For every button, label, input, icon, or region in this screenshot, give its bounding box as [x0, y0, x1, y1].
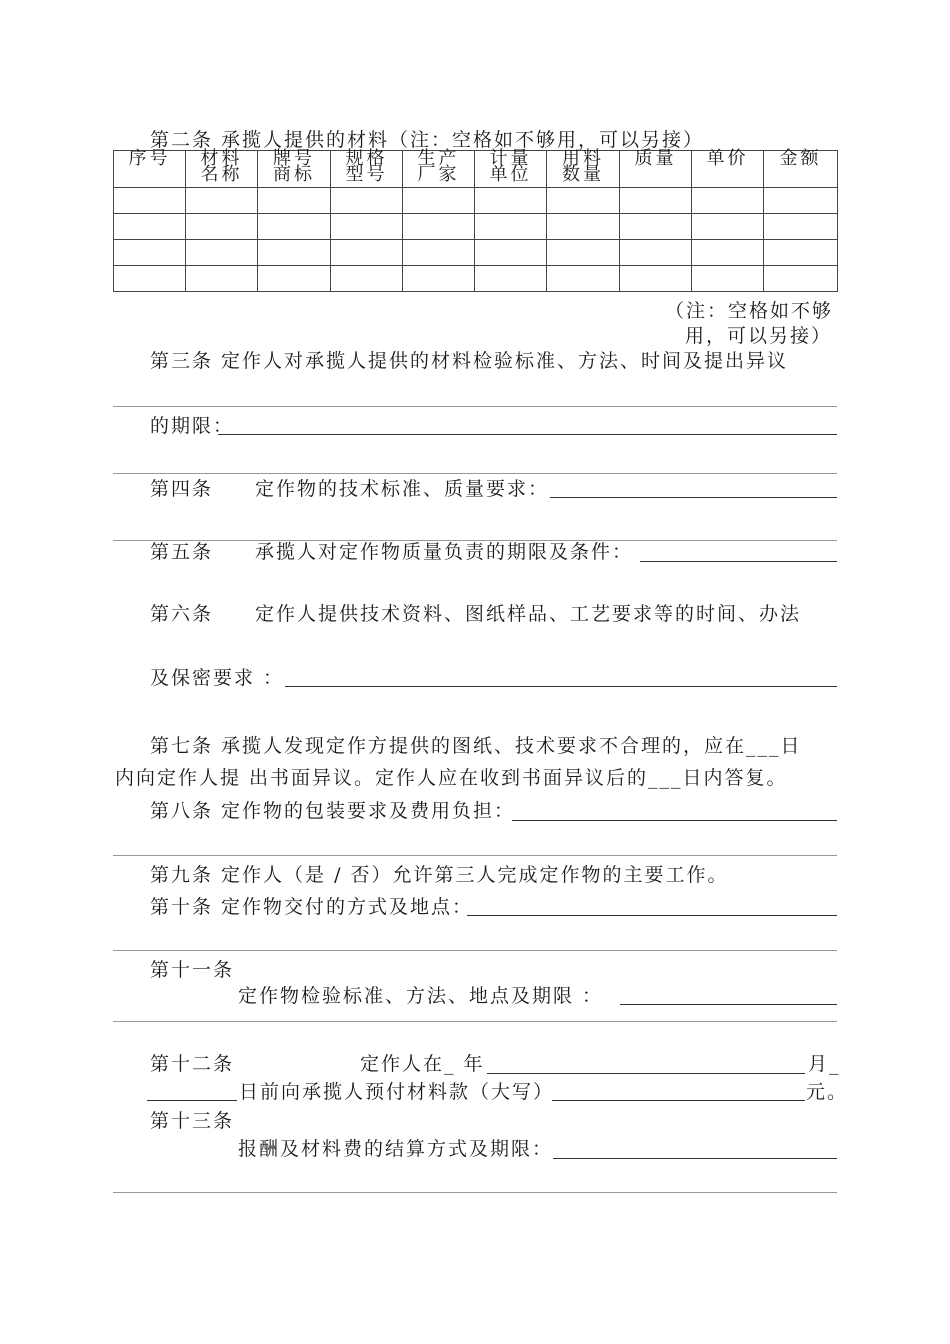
divider-line [113, 855, 837, 856]
article-5-text: 承揽人对定作物质量负责的期限及条件： [255, 541, 634, 563]
table-cell[interactable] [403, 214, 475, 240]
table-cell[interactable] [403, 240, 475, 266]
table-cell[interactable] [764, 240, 838, 266]
table-cell[interactable] [258, 214, 331, 240]
table-cell[interactable] [114, 266, 186, 292]
table-cell[interactable] [764, 188, 838, 214]
article-10-fill-line[interactable] [467, 915, 837, 916]
table-cell[interactable] [114, 188, 186, 214]
article-12-part-3: 日前向承揽人预付材料款（大写） [239, 1081, 555, 1103]
table-cell[interactable] [475, 240, 547, 266]
table-cell[interactable] [620, 188, 692, 214]
article-12-part-1: 定作人在_ 年 [360, 1053, 485, 1075]
table-cell[interactable] [186, 188, 258, 214]
table-row [114, 266, 838, 292]
article-3-line-2: 的期限： [150, 415, 235, 437]
table-cell[interactable] [186, 240, 258, 266]
table-cell[interactable] [475, 188, 547, 214]
table-cell[interactable] [620, 240, 692, 266]
table-cell[interactable] [331, 214, 403, 240]
table-cell[interactable] [764, 214, 838, 240]
header-quantity: 用料 数量 [547, 151, 620, 188]
table-cell[interactable] [331, 266, 403, 292]
table-cell[interactable] [620, 266, 692, 292]
table-cell[interactable] [186, 214, 258, 240]
divider-line [113, 473, 837, 474]
table-cell[interactable] [547, 214, 620, 240]
article-3-fill-line[interactable] [218, 434, 837, 435]
table-cell[interactable] [692, 188, 764, 214]
article-10-text: 第十条 定作物交付的方式及地点： [150, 896, 474, 918]
table-cell[interactable] [114, 214, 186, 240]
article-13-text: 报酬及材料费的结算方式及期限： [238, 1138, 554, 1160]
table-cell[interactable] [258, 188, 331, 214]
article-9-text: 第九条 定作人（是 / 否）允许第三人完成定作物的主要工作。 [150, 864, 729, 886]
article-4-label: 第四条 [150, 478, 214, 500]
table-cell[interactable] [547, 188, 620, 214]
header-material-name: 材料 名称 [186, 151, 258, 188]
article-6-fill-line[interactable] [285, 686, 837, 687]
table-cell[interactable] [475, 214, 547, 240]
divider-line [113, 406, 837, 407]
table-note-line-2: 用，可以另接） [685, 325, 833, 347]
table-cell[interactable] [258, 266, 331, 292]
table-cell[interactable] [475, 266, 547, 292]
table-cell[interactable] [331, 240, 403, 266]
article-5-fill-line[interactable] [640, 561, 837, 562]
table-row [114, 214, 838, 240]
article-11-label: 第十一条 [150, 959, 235, 981]
article-12-label: 第十二条 [150, 1053, 235, 1075]
table-cell[interactable] [186, 266, 258, 292]
article-4-text: 定作物的技术标准、质量要求： [255, 478, 550, 500]
article-11-text: 定作物检验标准、方法、地点及期限 ： [238, 985, 604, 1007]
divider-line [113, 1192, 837, 1193]
article-3-line-1: 第三条 定作人对承揽人提供的材料检验标准、方法、时间及提出异议 [150, 350, 789, 372]
table-row [114, 188, 838, 214]
header-brand: 牌号 商标 [258, 151, 331, 188]
table-cell[interactable] [403, 266, 475, 292]
article-7-line-2: 内向定作人提 出书面异议。定作人应在收到书面异议后的___日内答复。 [115, 767, 788, 789]
header-unit: 计量 单位 [475, 151, 547, 188]
article-2-title: 第二条 承揽人提供的材料（注：空格如不够用，可以另接） [150, 129, 705, 151]
article-8-text: 第八条 定作物的包装要求及费用负担： [150, 800, 516, 822]
header-unit-price: 单价 [692, 151, 764, 188]
table-cell[interactable] [692, 266, 764, 292]
table-note-line-1: （注：空格如不够 [665, 300, 834, 322]
table-cell[interactable] [403, 188, 475, 214]
header-spec: 规格 型号 [331, 151, 403, 188]
divider-line [113, 950, 837, 951]
article-6-line-1: 定作人提供技术资料、图纸样品、工艺要求等的时间、办法 [255, 603, 802, 625]
table-cell[interactable] [547, 266, 620, 292]
header-serial: 序号 [114, 151, 186, 188]
table-row [114, 240, 838, 266]
table-cell[interactable] [764, 266, 838, 292]
table-cell[interactable] [331, 188, 403, 214]
article-13-label: 第十三条 [150, 1110, 235, 1132]
article-6-label: 第六条 [150, 603, 214, 625]
article-6-line-2: 及保密要求 ： [150, 667, 285, 689]
article-11-fill-line[interactable] [620, 1004, 837, 1005]
article-8-fill-line[interactable] [512, 820, 837, 821]
article-12-amount-fill-line[interactable] [552, 1100, 805, 1101]
table-cell[interactable] [692, 214, 764, 240]
header-manufacturer: 生产 厂家 [403, 151, 475, 188]
table-header-row [114, 151, 838, 188]
article-13-fill-line[interactable] [553, 1158, 837, 1159]
article-12-year-fill-line[interactable] [487, 1073, 805, 1074]
table-cell[interactable] [114, 240, 186, 266]
article-4-fill-line[interactable] [550, 497, 837, 498]
article-12-day-fill-line[interactable] [147, 1100, 237, 1101]
table-cell[interactable] [547, 240, 620, 266]
table-cell[interactable] [620, 214, 692, 240]
divider-line [113, 1021, 837, 1022]
materials-table [113, 150, 838, 292]
article-12-part-2: 月_ [808, 1053, 841, 1075]
table-cell[interactable] [258, 240, 331, 266]
article-5-label: 第五条 [150, 541, 214, 563]
article-12-part-4: 元。 [806, 1081, 849, 1103]
table-cell[interactable] [692, 240, 764, 266]
header-amount: 金额 [764, 151, 838, 188]
header-quality: 质量 [620, 151, 692, 188]
article-7-line-1: 第七条 承揽人发现定作方提供的图纸、技术要求不合理的，应在___日 [150, 735, 802, 757]
